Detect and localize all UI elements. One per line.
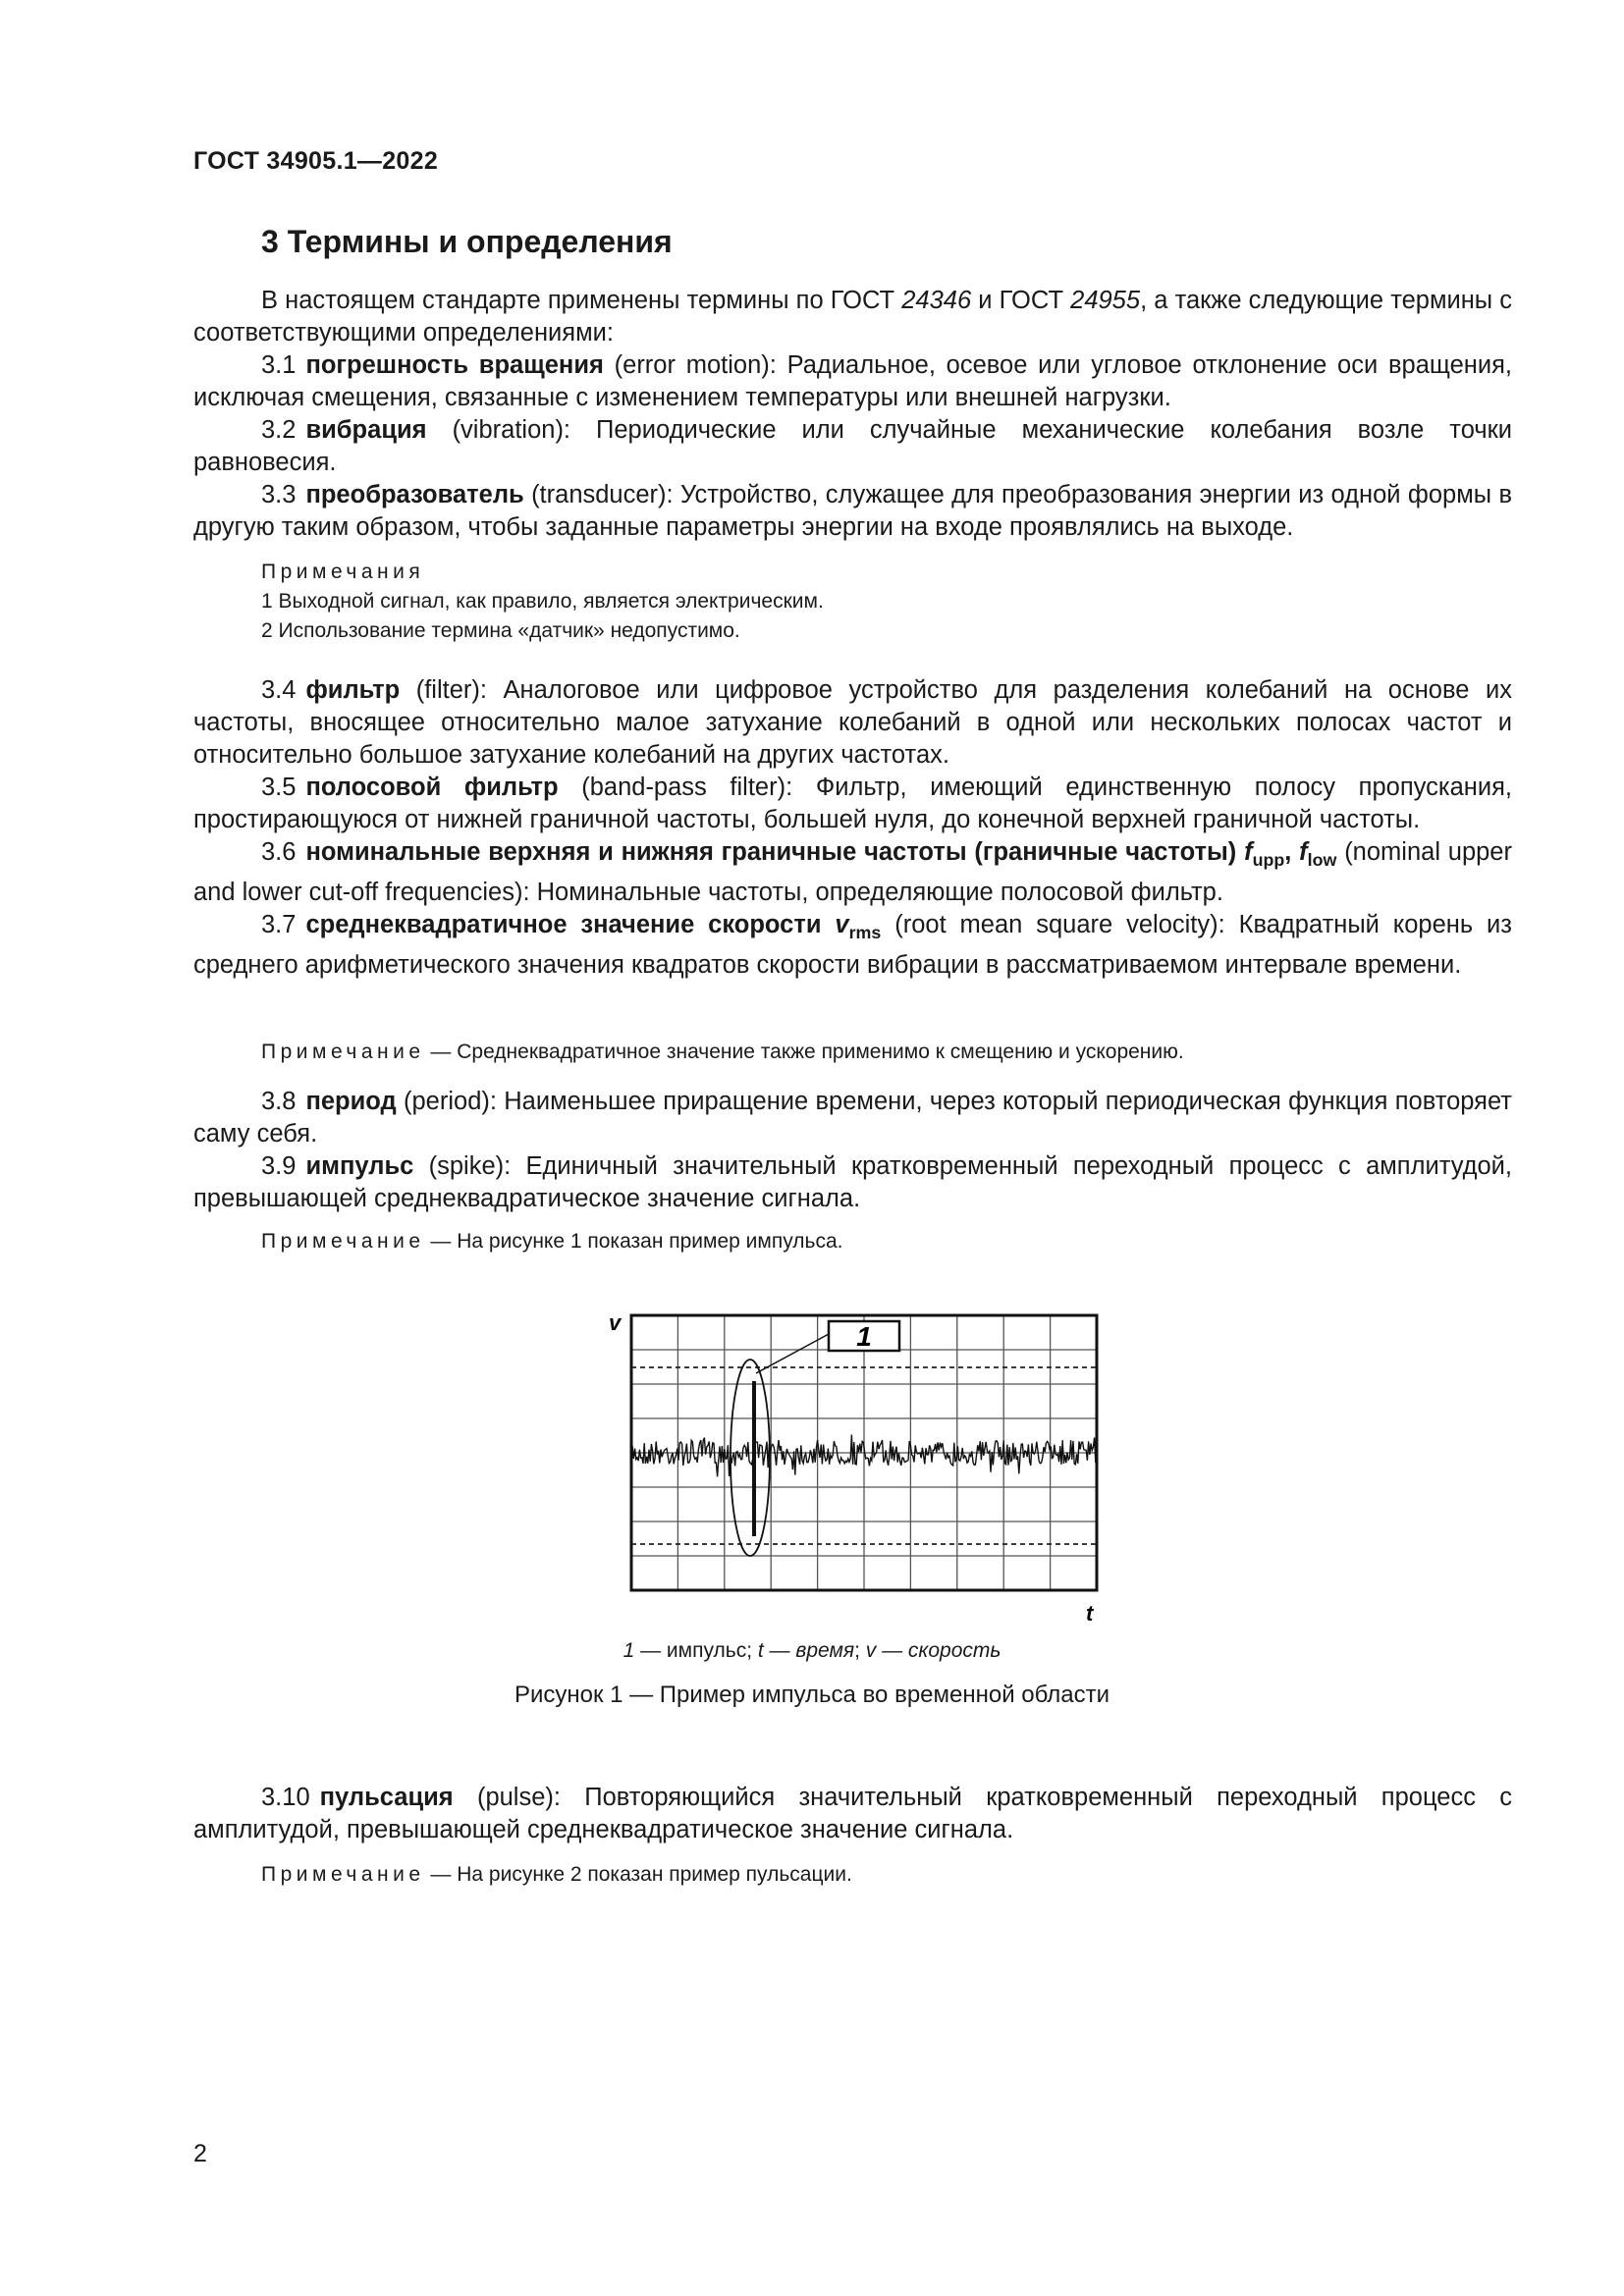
term-name: период [305,1088,397,1115]
definitions-block-3 [193,1086,1512,1215]
symbol: f [1299,838,1308,866]
note-label: Примечание [261,1041,425,1063]
intro-paragraph: В настоящем стандарте применены термины по ГОСТ 24346 и ГОСТ 24955, а также следующие термины с соответствующими определениями: [193,287,1513,347]
note-item: 2 Использование термина «датчик» недопустимо. [261,619,740,642]
symbol: f [1244,838,1253,866]
page-number: 2 [193,2140,207,2167]
spike-waveform-plot [595,1291,1106,1625]
note-3-7: Примечание — Среднеквадратичное значение также применимо к смещению и ускорению. [261,1041,1184,1063]
term-3-7: 3.7 среднеквадратичное значение скорости $v_{rms}$ (root mean square velocity): Квадратный корень из среднего арифметического значения квадратов скорости вибрации в рассматриваемом интервале времени. [193,911,1512,980]
note-3-9: Примечание — На рисунке 1 показан пример импульса. [261,1230,843,1253]
notes-heading: Примечания [261,561,425,583]
note-label: Примечание [261,1863,425,1886]
term-name: погрешность вращения [305,351,604,379]
term-3-3: 3.3 преобразователь (transducer): Устройство, служащее для преобразования энергии из одной формы в другую таким образом, чтобы заданные параметры энергии на входе проявлялись на выходе. [193,481,1512,541]
term-3-2: 3.2 вибрация (vibration): Периодические или случайные механические колебания возле точки равновесия. [193,416,1513,476]
term-name: импульс [305,1152,414,1180]
note-item: 1 Выходной сигнал, как правило, является электрическим. [261,590,824,613]
term-3-10: 3.10 пульсация (pulse): Повторяющийся значительный кратковременный переходный процесс с амплитудой, превышающей среднеквадратическое значение сигнала. [193,1784,1512,1843]
term-3-4: 3.4 фильтр (filter): Аналоговое или цифровое устройство для разделения колебаний на основе их частоты, вносящее относительно малое затухание колебаний в одной или нескольких полосах частот и относительно большое затухание колебаний на других частотах. [193,676,1512,769]
notes-3-3 [193,558,1512,646]
standard-reference: 24955 [1070,287,1141,314]
term-name: фильтр [305,676,401,704]
standard-reference: 24346 [901,287,972,314]
term-name: номинальные верхняя и нижняя граничные частоты (граничные частоты) [305,838,1237,866]
document-code: ГОСТ 34905.1—2022 [193,147,439,175]
term-3-8: 3.8 период (period): Наименьшее приращение времени, через который периодическая функция повторяет саму себя. [193,1088,1512,1148]
term-name: полосовой фильтр [305,774,559,801]
term-name: пульсация [319,1784,454,1811]
term-name: преобразователь [305,481,524,508]
callout-label: 1 [856,1321,872,1352]
definitions-block-2 [193,674,1512,982]
figure-1-caption: Рисунок 1 — Пример импульса во временной области [514,1682,1110,1708]
term-3-9: 3.9 импульс (spike): Единичный значительный кратковременный переходный процесс с амплитудой, превышающей среднеквадратическое значение сигнала. [193,1152,1512,1212]
term-3-5: 3.5 полосовой фильтр (band-pass filter): Фильтр, имеющий единственную полосу пропускания, простирающуюся от нижней граничной частоты, большей нуля, до конечной верхней граничной частоты. [193,774,1512,833]
y-axis-label: v [609,1310,622,1335]
x-axis-label: t [1086,1601,1094,1625]
term-3-6: 3.6 номинальные верхняя и нижняя граничные частоты (граничные частоты) $f_{upp}$, $f_{low}$ (nominal upper and lower cut-off frequencies): Номинальные частоты, определяющие полосовой фильтр. [193,838,1512,907]
symbol: v [835,911,849,939]
note-label: Примечание [261,1230,425,1253]
definitions-block-1 [193,285,1512,646]
figure-1 [595,1291,1106,1625]
term-3-1: 3.1 погрешность вращения (error motion): Радиальное, осевое или угловое отклонение оси вращения, исключая смещения, связанные с изменением температуры или внешней нагрузки. [193,351,1512,411]
definitions-block-4 [193,1782,1512,1846]
note-3-10: Примечание — На рисунке 2 показан пример пульсации. [261,1863,852,1886]
figure-1-legend: 1 — импульс; t — время; v — скорость [623,1639,1001,1662]
section-title: 3 Термины и определения [261,224,673,259]
term-name: вибрация [305,416,427,444]
term-name: среднеквадратичное значение скорости [305,911,822,939]
